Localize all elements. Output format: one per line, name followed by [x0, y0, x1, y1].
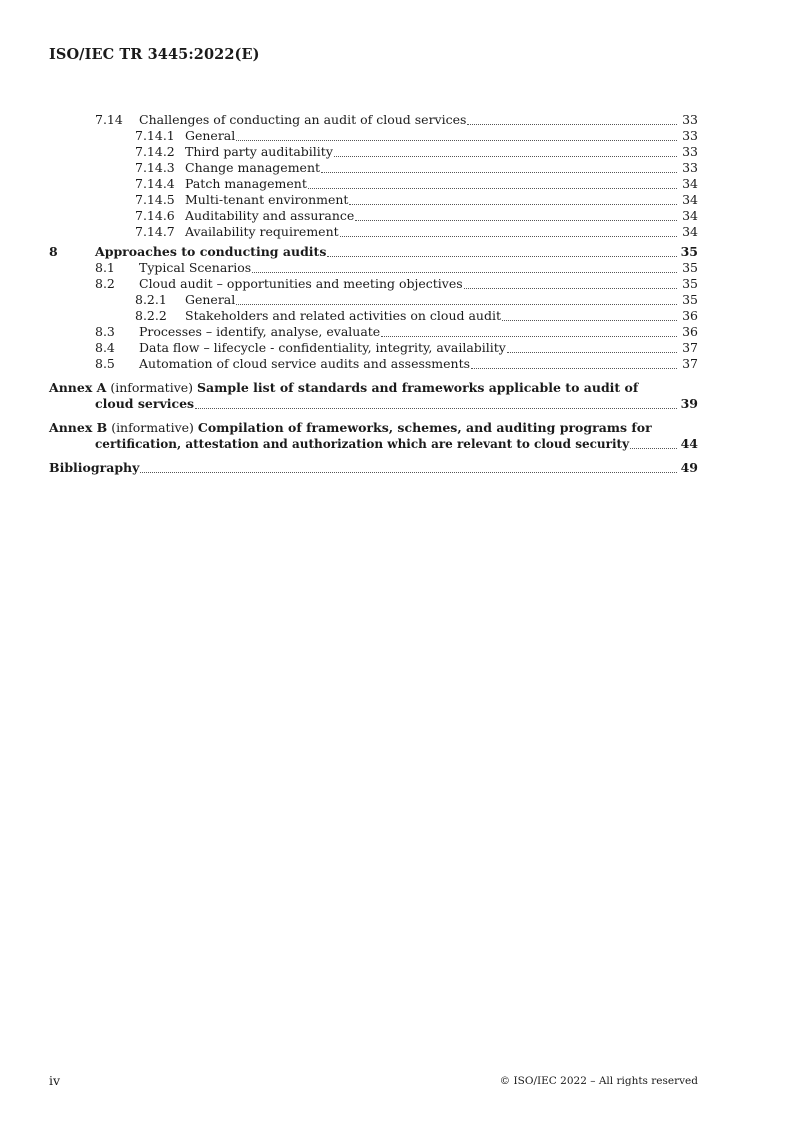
dot-leader	[321, 172, 677, 173]
copyright-notice: © ISO/IEC 2022 – All rights reserved	[499, 1075, 698, 1087]
toc-entry-number: 7.14.1	[135, 128, 175, 143]
annex-title-line2: cloud services	[95, 396, 195, 411]
dot-leader	[308, 188, 677, 189]
dot-leader	[502, 320, 677, 321]
toc-entry-number: 8.5	[95, 356, 115, 371]
annex-label: Annex B	[49, 420, 108, 435]
toc-entry-7-14-6[interactable]	[49, 208, 698, 224]
dot-leader	[507, 352, 677, 353]
dot-leader	[349, 204, 677, 205]
toc-entry-page: 44	[680, 436, 698, 451]
annex-label: Annex A	[49, 380, 107, 395]
toc-entry-number: 7.14	[95, 112, 123, 127]
toc-entry-annex-a[interactable]	[49, 380, 698, 412]
toc-entry-annex-b[interactable]	[49, 420, 698, 452]
toc-entry-number: 8.3	[95, 324, 115, 339]
toc-entry-page: 33	[682, 144, 698, 159]
toc-entry-title: Approaches to conducting audits	[95, 244, 327, 259]
toc-entry-7-14-3[interactable]	[49, 160, 698, 176]
toc-entry-page: 36	[682, 308, 698, 323]
toc-entry-8-2-2[interactable]	[49, 308, 698, 324]
toc-entry-page: 34	[682, 176, 698, 191]
toc-entry-title: General	[185, 128, 236, 143]
annex-title-line1: Compilation of frameworks, schemes, and auditing programs for	[197, 420, 652, 435]
toc-entry-7-14[interactable]	[49, 112, 698, 128]
annex-title-line1: Sample list of standards and frameworks applicable to audit of	[197, 380, 639, 395]
annex-qualifier: (informative)	[110, 380, 194, 395]
toc-entry-page: 37	[682, 340, 698, 355]
toc-entry-title: Auditability and assurance	[185, 208, 355, 223]
toc-entry-8-3[interactable]	[49, 324, 698, 340]
dot-leader	[195, 408, 677, 409]
toc-entry-number: 8.2.2	[135, 308, 167, 323]
dot-leader	[464, 288, 677, 289]
annex-title-line2: certification, attestation and authorization which are relevant to cloud security	[95, 437, 630, 451]
toc-entry-8[interactable]	[49, 244, 698, 260]
toc-entry-title: Multi-tenant environment	[185, 192, 349, 207]
toc-entry-page: 33	[682, 128, 698, 143]
toc-entry-title: Data flow – lifecycle - confidentiality, integrity, availability	[139, 340, 506, 355]
dot-leader	[340, 236, 677, 237]
toc-entry-page: 34	[682, 192, 698, 207]
dot-leader	[467, 124, 677, 125]
toc-entry-title: Processes – identify, analyse, evaluate	[139, 324, 381, 339]
toc-entry-page: 35	[682, 260, 698, 275]
toc-entry-page: 49	[680, 460, 698, 475]
toc-entry-number: 8.2.1	[135, 292, 167, 307]
dot-leader	[252, 272, 677, 273]
annex-qualifier: (informative)	[111, 420, 194, 435]
toc-entry-page: 33	[682, 160, 698, 175]
toc-entry-title: Typical Scenarios	[139, 260, 252, 275]
toc-entry-8-2[interactable]	[49, 276, 698, 292]
toc-entry-number: 7.14.5	[135, 192, 175, 207]
toc-entry-title: Patch management	[185, 176, 307, 191]
toc-entry-title: Availability requirement	[185, 224, 339, 239]
toc-entry-7-14-7[interactable]	[49, 224, 698, 240]
toc-entry-title: Challenges of conducting an audit of cloud services	[139, 112, 467, 127]
toc-entry-page: 39	[680, 396, 698, 411]
toc-entry-number: 8.4	[95, 340, 115, 355]
toc-entry-8-4[interactable]	[49, 340, 698, 356]
toc-entry-page: 37	[682, 356, 698, 371]
toc-entry-title: Change management	[185, 160, 321, 175]
toc-entry-title: General	[185, 292, 236, 307]
toc-entry-number: 7.14.3	[135, 160, 175, 175]
dot-leader	[140, 472, 677, 473]
toc-entry-8-2-1[interactable]	[49, 292, 698, 308]
toc-entry-page: 35	[680, 244, 698, 259]
dot-leader	[630, 448, 677, 449]
dot-leader	[381, 336, 677, 337]
toc-entry-title: Cloud audit – opportunities and meeting objectives	[139, 276, 463, 291]
toc-entry-page: 35	[682, 292, 698, 307]
toc-entry-8-5[interactable]	[49, 356, 698, 372]
dot-leader	[355, 220, 677, 221]
dot-leader	[471, 368, 677, 369]
toc-entry-page: 34	[682, 208, 698, 223]
toc-entry-page: 33	[682, 112, 698, 127]
toc-entry-7-14-1[interactable]	[49, 128, 698, 144]
toc-entry-bibliography[interactable]	[49, 460, 698, 476]
document-id-header: ISO/IEC TR 3445:2022(E)	[49, 46, 260, 63]
table-of-contents	[49, 112, 698, 476]
page-number: iv	[49, 1073, 61, 1088]
toc-entry-page: 35	[682, 276, 698, 291]
toc-entry-page: 34	[682, 224, 698, 239]
toc-entry-number: 7.14.6	[135, 208, 175, 223]
toc-entry-number: 8.1	[95, 260, 115, 275]
toc-entry-title: Bibliography	[49, 460, 140, 475]
toc-entry-7-14-4[interactable]	[49, 176, 698, 192]
dot-leader	[236, 140, 677, 141]
toc-entry-page: 36	[682, 324, 698, 339]
dot-leader	[327, 256, 677, 257]
toc-entry-number: 8	[49, 244, 58, 259]
toc-entry-8-1[interactable]	[49, 260, 698, 276]
toc-entry-number: 7.14.7	[135, 224, 175, 239]
toc-entry-title: Third party auditability	[185, 144, 333, 159]
toc-entry-7-14-5[interactable]	[49, 192, 698, 208]
dot-leader	[334, 156, 677, 157]
dot-leader	[236, 304, 677, 305]
toc-entry-title: Stakeholders and related activities on cloud audit	[185, 308, 502, 323]
toc-entry-title: Automation of cloud service audits and assessments	[139, 356, 471, 371]
toc-entry-number: 7.14.2	[135, 144, 175, 159]
toc-entry-number: 7.14.4	[135, 176, 175, 191]
toc-entry-7-14-2[interactable]	[49, 144, 698, 160]
toc-entry-number: 8.2	[95, 276, 115, 291]
